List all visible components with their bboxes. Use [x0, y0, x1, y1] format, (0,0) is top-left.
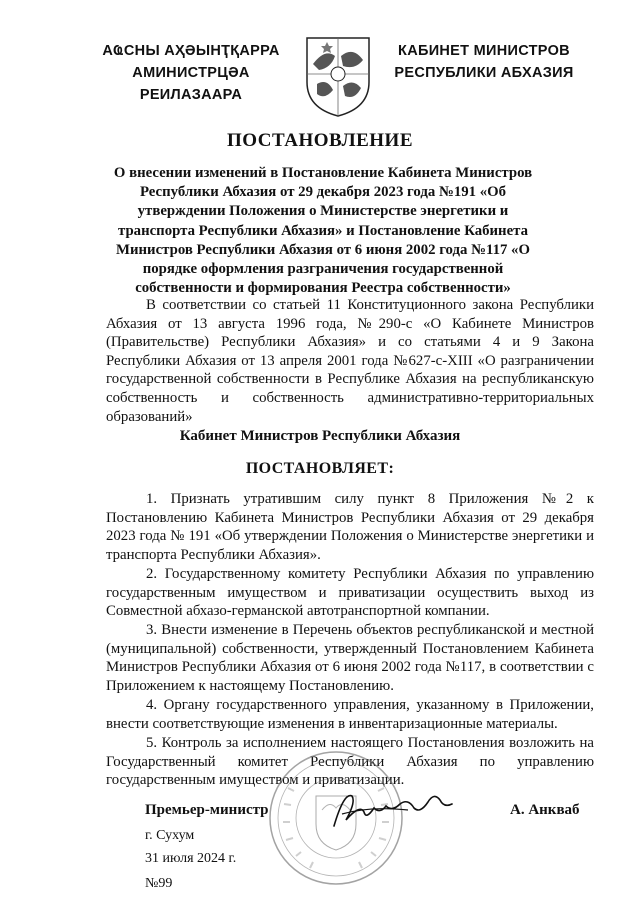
- header-left-line2: АМИНИСТРЦӘА РЕИЛАЗААРА: [132, 65, 250, 103]
- item-2: 2. Государственному комитету Республики Абхазия по управлению государственным имуществом и приватизации осуществить выход из Совместной абхазо-германской автотранспортной компании.: [106, 566, 594, 620]
- signatory-title: Премьер-министр: [145, 802, 269, 818]
- document-resolves: ПОСТАНОВЛЯЕТ:: [245, 460, 395, 477]
- item-1: 1. Признать утратившим силу пункт 8 Приложения №2 к Постановлению Кабинета Министров Республики Абхазия от 29 декабря 2023 года № 191 «Об утверждении Положения о Министерстве энергетики и транспорта Республики Абхазия».: [106, 491, 594, 563]
- document-issuer: Кабинет Министров Республики Абхазия: [179, 428, 461, 444]
- header-right-line2: РЕСПУБЛИКИ АБХАЗИЯ: [394, 65, 574, 81]
- document-number: №99: [145, 876, 173, 891]
- document-date: 31 июля 2024 г.: [145, 851, 237, 866]
- document-subject: О внесении изменений в Постановление Кабинета Министров Республики Абхазия от 29 декабря 2023 года №191 «Об утверждении Положения о Министерстве энергетики и транспорта Республики Абхазия» и Постановление Кабинета Министров Республики Абхазия от 6 июня 2002 года №117 «О порядке оформления разграничения государственной собственности и формирования Реестра собственности»: [113, 165, 533, 297]
- document-preamble: В соответствии со статьей 11 Конституционного закона Республики Абхазия от 13 августа 1996 года, №290-с «О Кабинете Министров (Правительстве) Республики Абхазия» и со статьями 4 и 9 Закона Республики Абхазия от 13 апреля 2001 года №627-с-XIII «О разграничении государственной собственности в Республике Абхазия на республиканскую собственность и собственность административно-территориальных образований»: [106, 297, 594, 425]
- document-place: г. Сухум: [145, 828, 195, 843]
- header-left-line1: АҨСНЫ АҲӘЫНҬҚАРРА: [102, 43, 280, 59]
- handwritten-signature-icon: [330, 786, 458, 834]
- header-right-line1: КАБИНЕТ МИНИСТРОВ: [398, 43, 570, 59]
- item-3: 3. Внести изменение в Перечень объектов республиканской и местной (муниципальной) собственности, утвержденный Постановлением Кабинета Министров Республики Абхазия от 6 июня 2002 года №117, в соответствии с Приложением к настоящему Постановлению.: [106, 622, 594, 694]
- abkhazia-coat-of-arms-icon: [303, 34, 373, 118]
- header-right: [384, 40, 584, 84]
- signatory-name: А. Анкваб: [510, 802, 580, 818]
- item-5: 5. Контроль за исполнением настоящего Постановления возложить на Государственный комитет Республики Абхазия по управлению государственным имуществом и приватизации.: [106, 735, 594, 789]
- item-4: 4. Органу государственного управления, указанному в Приложении, внести соответствующие изменения в инвентаризационные материалы.: [106, 697, 594, 732]
- header-left: [86, 40, 296, 106]
- document-title: ПОСТАНОВЛЕНИЕ: [226, 130, 414, 151]
